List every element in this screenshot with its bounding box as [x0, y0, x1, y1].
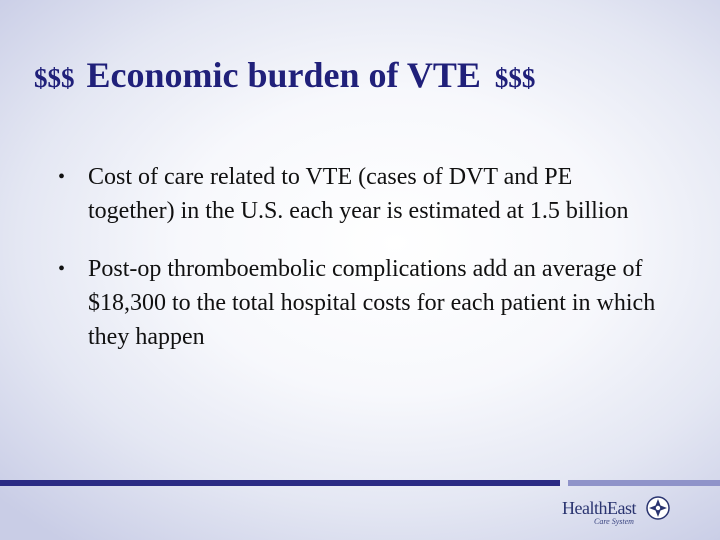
logo-tagline: Care System	[594, 517, 634, 526]
bullet-list	[56, 160, 656, 378]
title-text: Economic burden of VTE	[86, 55, 481, 95]
healtheast-logo	[562, 496, 672, 530]
bullet-text: Cost of care related to VTE (cases of DVT and PE together) in the U.S. each year is estimated at 1.5 billion	[88, 164, 629, 224]
bullet-text: Post-op thromboembolic complications add an average of $18,300 to the total hospital costs for each patient in which they happen	[88, 256, 656, 350]
bullet-item	[56, 252, 656, 354]
bullet-marker: •	[58, 166, 66, 188]
footer-rule	[0, 480, 560, 486]
cross-emblem-icon	[646, 496, 670, 520]
slide-title	[34, 54, 694, 104]
logo-name: HealthEast	[562, 498, 636, 518]
title-suffix: $$$	[494, 63, 536, 93]
bullet-item	[56, 160, 656, 228]
footer-rule-accent	[568, 480, 720, 486]
title-prefix: $$$	[34, 63, 75, 93]
bullet-marker: •	[58, 258, 66, 280]
